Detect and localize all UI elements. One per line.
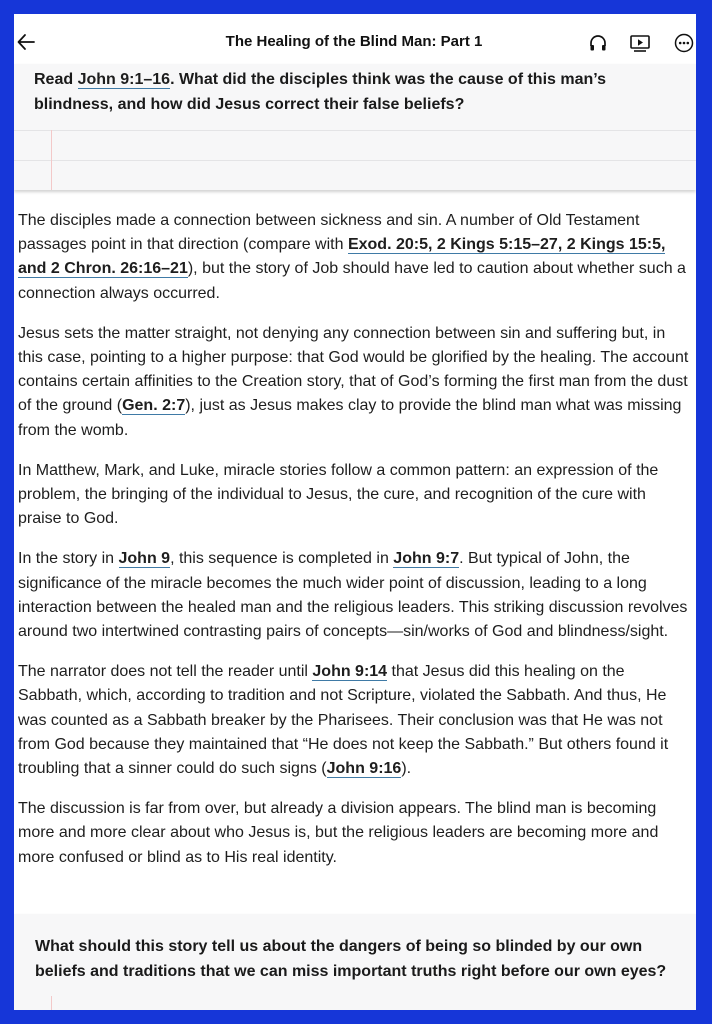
page-title: The Healing of the Blind Man: Part 1 [225,33,483,50]
paragraph: In the story in John 9, this sequence is completed in John 9:7. But typical of John, the significance of the miracle becomes the much wider point of discussion, leading to a long interaction between the healed man and the religious leaders. This striking discussion revolves around two intertwined contrasting pairs of concepts—sin/works of God and blindness/sight. [18,550,688,641]
lesson-body [18,209,692,886]
scripture-link[interactable]: Gen. 2:7 [122,397,186,415]
notes-input[interactable] [14,130,696,190]
paragraph: In Matthew, Mark, and Luke, miracle stories follow a common pattern: an expression of the problem, the bringing of the individual to Jesus, the cure, and recognition of the cure with praise to God. [18,461,659,528]
back-arrow-icon[interactable] [14,30,38,54]
paragraph: The disciples made a connection between sickness and sin. A number of Old Testament passages point in that direction (compare with Exod. 20:5, 2 Kings 5:15–27, 2 Kings 15:5, and 2 Chron. 26:16–21), but the story of Job should have led to caution about whether such a connection always occurred. [18,212,686,302]
more-options-icon[interactable] [672,31,696,55]
notes-line [14,160,696,161]
scripture-link[interactable]: John 9:1–16 [77,71,171,88]
question-text: Read John 9:1–16. What did the disciples think was the cause of this man’s blindness, and how did Jesus correct their false beliefs? [34,71,606,113]
notes-margin-line [51,130,52,190]
discussion-question-card [14,64,696,190]
discussion-question-card [14,914,696,1010]
scripture-link[interactable]: Exod. 20:5, 2 Kings 5:15–27, 2 Kings 15:5, and 2 Chron. 26:16–21 [18,236,666,278]
notes-line [14,130,696,131]
paragraph: The narrator does not tell the reader until John 9:14 that Jesus did this healing on the Sabbath, which, according to tradition and not Scripture, violated the Sabbath. And thus, He was counted as a Sabbath breaker by the Pharisees. Their conclusion was that He was not from God because they maintained that “He does not keep the Sabbath.” But others found it troubling that a sinner could do such signs (John 9:16). [18,663,669,778]
video-play-icon[interactable] [628,31,652,55]
top-bar [14,14,696,70]
scripture-link[interactable]: John 9 [118,550,171,568]
paragraph: Jesus sets the matter straight, not denying any connection between sin and suffering but, in this case, pointing to a higher purpose: that God would be glorified by the healing. The account contains certain affinities to the Creation story, that of God’s forming the first man from the dust of the ground (Gen. 2:7), just as Jesus makes clay to provide the blind man what was missing from the womb. [18,324,689,439]
scripture-link[interactable]: John 9:7 [393,550,460,568]
question-text: What should this story tell us about the dangers of being so blinded by our own beliefs and traditions that we can miss important truths right before our own eyes? [35,938,667,980]
app-window [14,14,696,1010]
headphones-icon[interactable] [586,31,610,55]
scripture-link[interactable]: John 9:16 [326,760,402,778]
scripture-link[interactable]: John 9:14 [312,663,388,681]
paragraph: The discussion is far from over, but already a division appears. The blind man is becoming more and more clear about who Jesus is, but the religious leaders are becoming more and more confused or blind as to His real identity. [18,800,659,866]
notes-margin-line [51,996,52,1010]
